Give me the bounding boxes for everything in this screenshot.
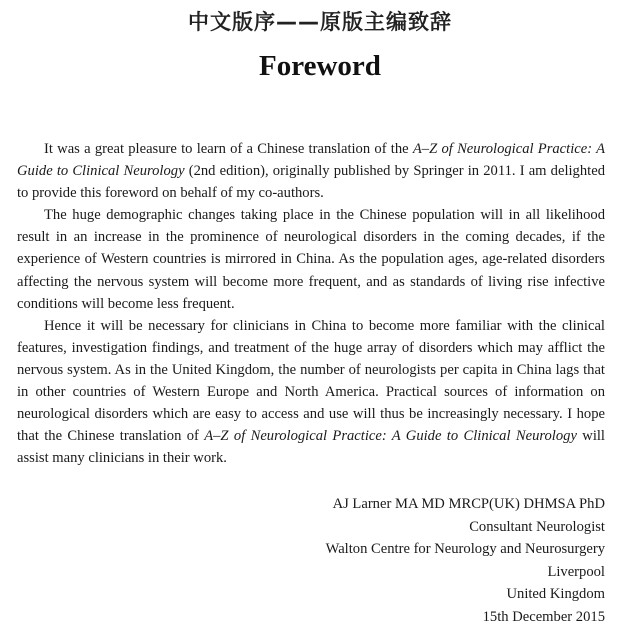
signature-block — [326, 493, 605, 629]
page-title: Foreword — [259, 50, 381, 82]
author-institution: Walton Centre for Neurology and Neurosurgery — [325, 541, 605, 558]
signature-date: 15th December 2015 — [482, 608, 605, 625]
paragraph-3-text-a: Hence it will be necessary for clinicians in China to become more familiar with the clinical features, investigation findings, and treatment of the huge array of disorders which may afflict the nervous system. As in the United Kingdom, the number of neurologists per capita in China lags that in other countries of Western Europe and North America. Practical sources of information on neurological disorders which are easy to access and use will thus be increasingly necessary. I hope that the Chinese translation of — [17, 317, 605, 445]
paragraph-1 — [17, 138, 605, 204]
paragraph-1-text-a: It was a great pleasure to learn of a Chinese translation of the — [44, 141, 413, 157]
paragraph-2: The huge demographic changes taking place in the Chinese population will in all likelihood result in an increase in the prominence of neurological disorders in the coming decades, if the experience of Western countries is mirrored in China. As the population ages, age-related disorders affecting the nervous system will become more frequent, and as standards of living rise infective conditions will become less frequent. — [17, 207, 605, 312]
author-country: United Kingdom — [506, 586, 605, 603]
chinese-title: 中文版序——原版主编致辞 — [188, 10, 452, 34]
author-name: AJ Larner MA MD MRCP(UK) DHMSA PhD — [332, 496, 605, 512]
paragraph-3-text-c: will assist many clinicians in their work. — [17, 428, 605, 467]
foreword-body — [17, 138, 605, 469]
author-role: Consultant Neurologist — [469, 518, 605, 535]
author-city: Liverpool — [547, 563, 605, 580]
book-title-2: A–Z of Neurological Practice: A Guide to Clinical Neurology — [204, 428, 577, 445]
paragraph-1-text-c: (2nd edition), originally published by Springer in 2011. I am delighted to provide this foreword on behalf of my co-authors. — [17, 163, 605, 202]
paragraph-3 — [17, 315, 605, 470]
book-title-1: A–Z of Neurological Practice: A Guide to Clinical Neurology — [17, 141, 605, 180]
